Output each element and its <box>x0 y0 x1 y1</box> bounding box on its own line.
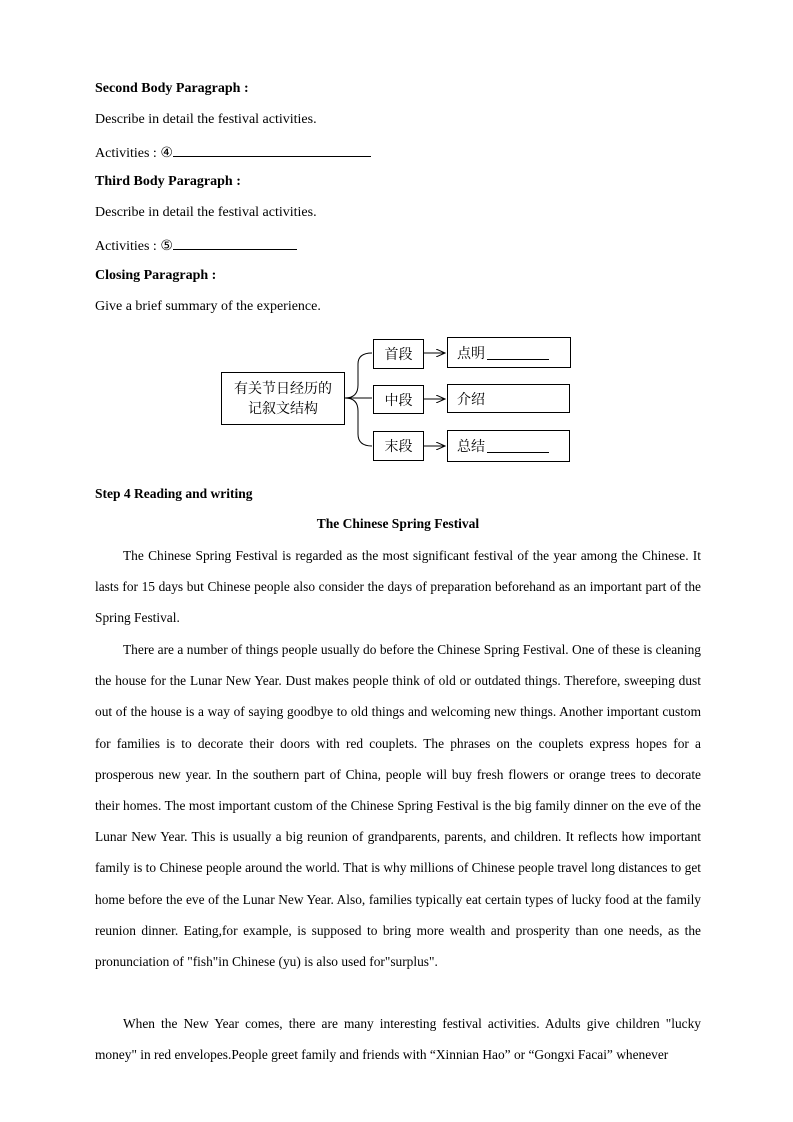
second-activities-blank[interactable] <box>173 142 371 157</box>
second-activities-row <box>95 142 371 163</box>
closing-description: Give a brief summary of the experience. <box>95 299 321 314</box>
article-title: The Chinese Spring Festival <box>316 516 480 531</box>
diagram-last-blank[interactable] <box>487 439 549 453</box>
third-activities-row <box>95 235 297 256</box>
diagram-root-box <box>221 372 345 425</box>
article-paragraph-2: There are a number of things people usually do before the Chinese Spring Festival. One of these is cleaning the house for the Lunar New Year. Dust makes people think of old or outdated things. Therefore, sweeping dust out of the house is a way of saying goodbye to old things and welcoming new things. Another important custom for families is to decorate their doors with red couplets. The phrases on the couplets express hopes for a prosperous new year. In the southern part of China, people will buy fresh flowers or orange trees to decorate their homes. The most important custom of the Chinese Spring Festival is the big family dinner on the eve of the Lunar New Year. This is usually a big reunion of grandparents, parents, and children. It reflects how important family is to Chinese people around the world. That is why millions of Chinese people travel long distances to get home before the eve of the Lunar New Year. Also, families typically eat certain types of lucky food at the family reunion dinner. Eating,for example, is supposed to bring more wealth and prosperity than one needs, as the pronunciation of "fish"in Chinese (yu) is also used for"surplus". <box>95 642 701 970</box>
diagram-branch-last: 末段 <box>373 431 424 461</box>
second-body-description: Describe in detail the festival activities. <box>95 112 317 127</box>
diagram-first-blank[interactable] <box>487 346 549 360</box>
diagram-root-line1: 有关节日经历的 <box>234 380 332 397</box>
third-marker: ⑤ <box>160 238 173 254</box>
third-body-description: Describe in detail the festival activities. <box>95 205 317 220</box>
diagram-branch-middle: 中段 <box>373 385 424 414</box>
article-paragraph-1: The Chinese Spring Festival is regarded as the most significant festival of the year among the Chinese. It lasts for 15 days but Chinese people also consider the days of preparation beforehand as an important part of the Spring Festival. <box>95 548 701 626</box>
diagram-content-last-text: 总结 <box>457 439 485 455</box>
diagram-content-middle <box>447 384 570 413</box>
article-paragraph-3: When the New Year comes, there are many interesting festival activities. Adults give children "lucky money" in red envelopes.People greet family and friends with “Xinnian Hao” or “Gongxi Facai” whenever <box>95 1016 701 1063</box>
diagram-content-first <box>447 337 571 368</box>
diagram-content-middle-text: 介绍 <box>457 391 485 408</box>
second-marker: ④ <box>160 145 173 161</box>
third-activities-label: Activities : <box>95 239 157 254</box>
second-body-heading: Second Body Paragraph : <box>95 81 249 96</box>
diagram-content-first-text: 点明 <box>457 345 485 362</box>
step-heading: Step 4 Reading and writing <box>95 486 253 501</box>
second-activities-label: Activities : <box>95 146 157 161</box>
third-activities-blank[interactable] <box>173 235 297 250</box>
closing-heading: Closing Paragraph : <box>95 268 217 283</box>
diagram-content-last <box>447 430 570 462</box>
diagram-branch-first: 首段 <box>373 339 424 369</box>
diagram-root-line2: 记叙文结构 <box>248 400 318 417</box>
third-body-heading: Third Body Paragraph : <box>95 174 241 189</box>
